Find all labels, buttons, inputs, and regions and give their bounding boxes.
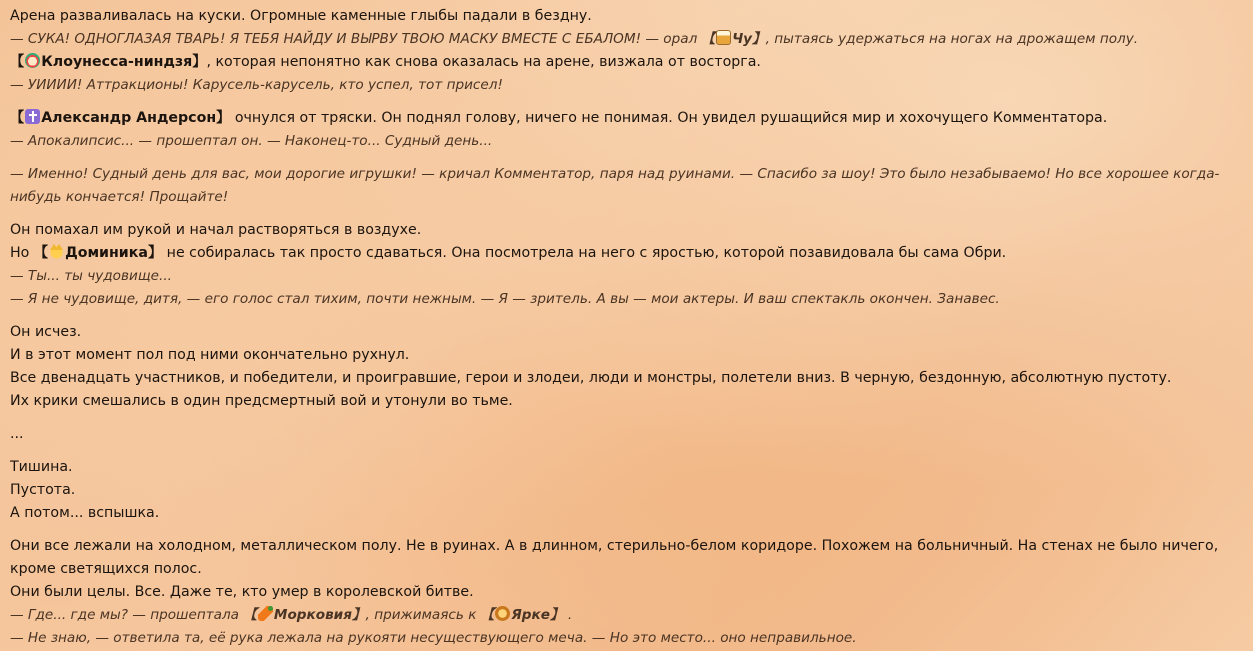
- paragraph: Но 【 Доминика】 не собиралась так просто сдаваться. Она посмотрела на него с яростью, которой позавидовала бы сама Обри.: [10, 245, 1007, 261]
- dialogue-line: — Где... где мы? — прошептала 【 Морковия】, прижимаясь к 【 Ярке】 .: [10, 607, 573, 623]
- story-text: [10, 5, 1246, 650]
- paragraph: Арена разваливалась на куски. Огромные каменные глыбы падали в бездну.: [10, 8, 592, 24]
- paragraph: И в этот момент пол под ними окончательно рухнул.: [10, 347, 410, 363]
- dialogue-line: — Именно! Судный день для вас, мои дорогие игрушки! — кричал Комментатор, паря над руинами. — Спасибо за шоу! Это было незабываемо! Но все хорошее когда-нибудь кончается! Прощайте!: [10, 166, 1220, 205]
- paragraph: Все двенадцать участников, и победители, и проигравшие, герои и злодеи, люди и монстры, полетели вниз. В черную, бездонную, абсолютную пустоту.: [10, 370, 1172, 386]
- dialogue-line: — Я не чудовище, дитя, — его голос стал тихим, почти нежным. — Я — зритель. А вы — мои актеры. И ваш спектакль окончен. Занавес.: [10, 291, 1000, 307]
- lion-face-icon: [495, 606, 510, 621]
- dialogue-line: — СУКА! ОДНОГЛАЗАЯ ТВАРЬ! Я ТЕБЯ НАЙДУ И ВЫРВУ ТВОЮ МАСКУ ВМЕСТЕ С ЕБАЛОМ! — орал 【 Чу】, пытаясь удержаться на ногах на дрожащем полу.: [10, 31, 1139, 47]
- paragraph: Они были целы. Все. Даже те, кто умер в королевской битве.: [10, 584, 474, 600]
- scene-break: ...: [10, 426, 24, 442]
- cat-face-icon: [49, 244, 64, 259]
- dialogue-line: — Не знаю, — ответила та, её рука лежала на рукояти несуществующего меча. — Но это место... оно неправильное.: [10, 630, 857, 646]
- paragraph: А потом... вспышка.: [10, 505, 160, 521]
- character-tag-yarke: 【 Ярке】: [480, 607, 564, 623]
- dialogue-line: — Ты... ты чудовище...: [10, 268, 172, 284]
- carrot-icon: [258, 606, 273, 621]
- character-tag-anderson: 【 Александр Андерсон】: [10, 110, 231, 126]
- paragraph: 【 Александр Андерсон】 очнулся от тряски. Он поднял голову, ничего не понимая. Он увидел рушащийся мир и хохочущего Комментатора.: [10, 110, 1108, 126]
- clown-icon: [25, 53, 40, 68]
- paragraph: Их крики смешались в один предсмертный вой и утонули во тьме.: [10, 393, 513, 409]
- paragraph: Пустота.: [10, 482, 76, 498]
- beer-mug-icon: [716, 30, 731, 45]
- paragraph: Он помахал им рукой и начал растворяться в воздухе.: [10, 222, 422, 238]
- dialogue-line: — УИИИИ! Аттракционы! Карусель-карусель, кто успел, тот присел!: [10, 77, 503, 93]
- paragraph: Он исчез.: [10, 324, 82, 340]
- dialogue-line: — Апокалипсис... — прошептал он. — Наконец-то... Судный день...: [10, 133, 493, 149]
- paragraph: Тишина.: [10, 459, 73, 475]
- character-tag-dominika: 【 Доминика】: [33, 245, 163, 261]
- paragraph: 【 Клоунесса-ниндзя】, которая непонятно как снова оказалась на арене, визжала от восторга.: [10, 54, 761, 70]
- character-tag-chu: 【 Чу】: [701, 31, 766, 47]
- latin-cross-icon: [25, 109, 40, 124]
- character-tag-morkovia: 【 Морковия】: [243, 607, 366, 623]
- paragraph: Они все лежали на холодном, металлическом полу. Не в руинах. А в длинном, стерильно-белом коридоре. Похожем на больничный. На стенах не было ничего, кроме светящихся полос.: [10, 538, 1219, 577]
- character-tag-clown: 【 Клоунесса-ниндзя】: [10, 54, 207, 70]
